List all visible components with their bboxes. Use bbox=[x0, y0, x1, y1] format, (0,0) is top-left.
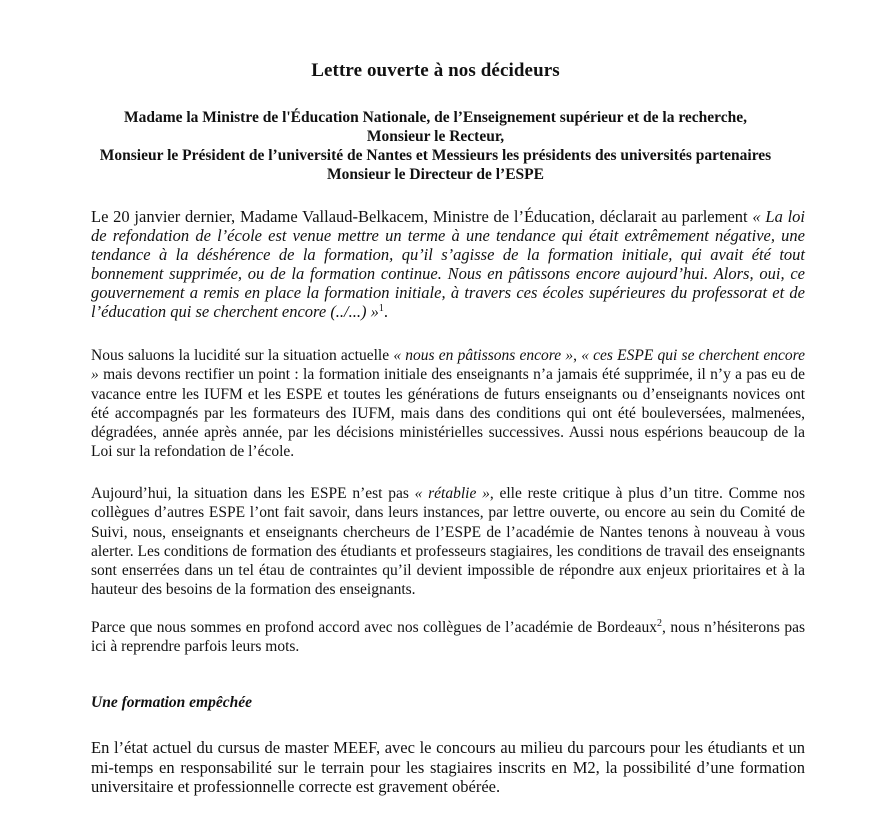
paragraph-text: mais devons rectifier un point : la formation initiale des enseignants n’a jamais été supprimée, il n’y a pas eu de vacance entre les IUFM et les ESPE et toutes les générations de futurs enseignants ou d’enseignants novices ont été accompagnés par les formateurs des IUFM, mais dans des conditions qui ont été bouleversées, malmenées, dégradées, année après année, par les décisions ministérielles successives. Aussi nous espérions beaucoup de la Loi sur la refondation de l’école. bbox=[91, 366, 805, 461]
paragraph-text: , bbox=[573, 347, 582, 364]
footnote-ref: 2 bbox=[657, 618, 662, 629]
footnote-ref: 1 bbox=[378, 303, 384, 314]
addressee-line: Monsieur le Président de l’université de Nantes et Messieurs les présidents des universités partenaires bbox=[99, 147, 772, 164]
addressees-block bbox=[40, 108, 831, 184]
ministers-quote: « La loi de refondation de l’école est venue mettre un terme à une tendance qui était extrêmement négative, une tendance à la déshérence de la formation, qu’il s’agisse de la formation initiale, qui avait été tout bonnement supprimée, ou de la formation continue. Nous en pâtissons encore aujourd’hui. Alors, oui, ce gouvernement a remis en place la formation initiale, à travers ces écoles supérieures du professorat et de l’éducation qui se cherchent encore (../...) » bbox=[91, 207, 805, 321]
inline-quote: « rétablie » bbox=[414, 485, 490, 502]
addressee-line: Madame la Ministre de l'Éducation Nationale, de l’Enseignement supérieur et de la recherche, bbox=[123, 109, 748, 126]
paragraph-text: Nous saluons la lucidité sur la situation actuelle bbox=[91, 347, 394, 364]
paragraph-situation bbox=[91, 484, 805, 600]
addressee-line: Monsieur le Recteur, bbox=[366, 128, 505, 145]
paragraph-bordeaux bbox=[91, 618, 805, 657]
paragraph-text: . bbox=[383, 302, 389, 321]
paragraph-text: Parce que nous sommes en profond accord avec nos collègues de l’académie de Bordeaux bbox=[91, 619, 657, 636]
inline-quote: « ces ESPE qui se cherchent encore » bbox=[91, 347, 806, 384]
inline-quote: « nous en pâtissons encore » bbox=[393, 347, 574, 364]
paragraph-text: Le 20 janvier dernier, Madame Vallaud-Belkacem, Ministre de l’Éducation, déclarait au parlement bbox=[91, 207, 753, 226]
paragraph-text: , elle reste critique à plus d’un titre. Comme nos collègues d’autres ESPE l’ont fait savoir, dans leurs instances, par lettre ouverte, ou encore au sein du Comité de Suivi, nous, enseignants et enseignants chercheurs de l’ESPE de l’académie de Nantes tenons à nouveau à vous alerter. Les conditions de formation des étudiants et professeurs stagiaires, les conditions de travail des enseignants sont enserrées dans un tel étau de contraintes qu’il devient impossible de répondre aux enjeux prioritaires et à la hauteur des besoins de la formation des enseignants. bbox=[91, 485, 805, 599]
paragraph-meef: En l’état actuel du cursus de master MEEF, avec le concours au milieu du parcours pour les étudiants et un mi-temps en responsabilité sur le terrain pour les stagiaires inscrits en M2, la possibilité d’une formation universitaire et professionnelle correcte est gravement obérée. bbox=[91, 738, 805, 796]
paragraph-text: Aujourd’hui, la situation dans les ESPE n’est pas bbox=[91, 485, 415, 502]
addressee-line: Monsieur le Directeur de l’ESPE bbox=[327, 166, 544, 183]
paragraph-lucidity bbox=[91, 346, 805, 462]
paragraph-text: , nous n’hésiterons pas ici à reprendre parfois leurs mots. bbox=[91, 619, 805, 656]
paragraph-ministers-quote bbox=[91, 207, 805, 321]
section-heading: Une formation empêchée bbox=[91, 694, 253, 711]
letter-title: Lettre ouverte à nos décideurs bbox=[311, 60, 560, 81]
